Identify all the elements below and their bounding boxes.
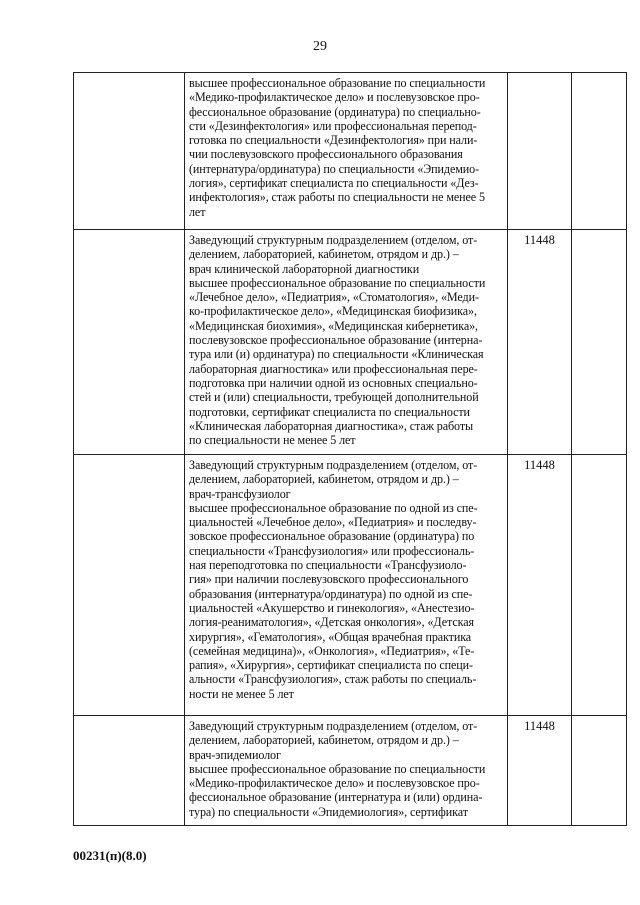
code-value: 11448 bbox=[524, 458, 555, 472]
qualification-table bbox=[73, 72, 627, 826]
table-row bbox=[74, 716, 627, 826]
qualification-cell bbox=[185, 230, 508, 455]
empty-cell bbox=[572, 73, 627, 230]
empty-cell bbox=[74, 455, 185, 716]
page-number: 29 bbox=[313, 39, 327, 54]
table-row bbox=[74, 73, 627, 230]
qualification-text: Заведующий структурным подразделением (отделом, от- делением, лабораторией, кабинетом, отрядом и др.) – врач-трансфузиолог высшее профессиональное образование по одной из спе- циальностей «Лечебное дело», «Педиатрия» и последву- зовское профессиональное образование (ординатура) по специальности «Трансфузиология» или профессиональ- ная переподготовка по специальности «Трансфузиоло- гия» при наличии послевузовского профессионального образования (интернатура/ординатура) по одной из спе- циальностей «Акушерство и гинекология», «Анестезио- логия-реаниматология», «Детская онкология», «Детская хирургия», «Гематология», «Общая врачебная практика (семейная медицина)», «Онкология», «Педиатрия», «Те- рапия», «Хирургия», сертификат специалиста по специ- альности «Трансфузиология», стаж работы по специаль- ности не менее 5 лет bbox=[189, 458, 478, 701]
qualification-text: Заведующий структурным подразделением (отделом, от- делением, лабораторией, кабинетом, отрядом и др.) – врач клинической лабораторной диагностики высшее профессиональное образование по специальности «Лечебное дело», «Педиатрия», «Стоматология», «Меди- ко-профилактическое дело», «Медицинская биофизика», «Медицинская биохимия», «Медицинская кибернетика», послевузовское профессиональное образование (интерна- тура или (и) ординатура) по специальности «Клиническая лабораторная диагностика» или профессиональная пере- подготовка при наличии одной из основных специально- стей и (или) специальности, требующей дополнительной подготовки, сертификат специалиста по специальности «Клиническая лабораторная диагностика», стаж работы по специальности не менее 5 лет bbox=[189, 233, 486, 448]
code-value: 11448 bbox=[524, 233, 555, 247]
table-row bbox=[74, 230, 627, 455]
table-row bbox=[74, 455, 627, 716]
qualification-cell bbox=[185, 716, 508, 826]
code-cell bbox=[508, 230, 572, 455]
empty-cell bbox=[572, 716, 627, 826]
empty-cell bbox=[572, 455, 627, 716]
empty-cell bbox=[74, 230, 185, 455]
code-value: 11448 bbox=[524, 719, 555, 733]
empty-cell bbox=[74, 716, 185, 826]
empty-cell bbox=[74, 73, 185, 230]
qualification-text: высшее профессиональное образование по специальности «Медико-профилактическое дело» и послевузовское про- фессиональное образование (ординатура) по специально- сти «Дезинфектология» или профессиональная перепод- готовка по специальности «Дезинфектология» при нали- чии послевузовского профессионального образования (интернатура/ординатура) по специальности «Эпидемио- логия», сертификат специалиста по специальности «Дез- инфектология», стаж работы по специальности не менее 5 лет bbox=[189, 76, 486, 219]
code-cell bbox=[508, 455, 572, 716]
qualification-cell bbox=[185, 455, 508, 716]
document-code: 00231(п)(8.0) bbox=[73, 848, 147, 863]
code-cell bbox=[508, 716, 572, 826]
qualification-cell bbox=[185, 73, 508, 230]
code-value bbox=[508, 73, 571, 76]
qualification-text: Заведующий структурным подразделением (отделом, от- делением, лабораторией, кабинетом, отрядом и др.) – врач-эпидемиолог высшее профессиональное образование по специальности «Медико-профилактическое дело» и послевузовское про- фессиональное образование (интернатура и (или) ордина- тура) по специальности «Эпидемиология», сертификат bbox=[189, 719, 486, 819]
code-cell bbox=[508, 73, 572, 230]
empty-cell bbox=[572, 230, 627, 455]
